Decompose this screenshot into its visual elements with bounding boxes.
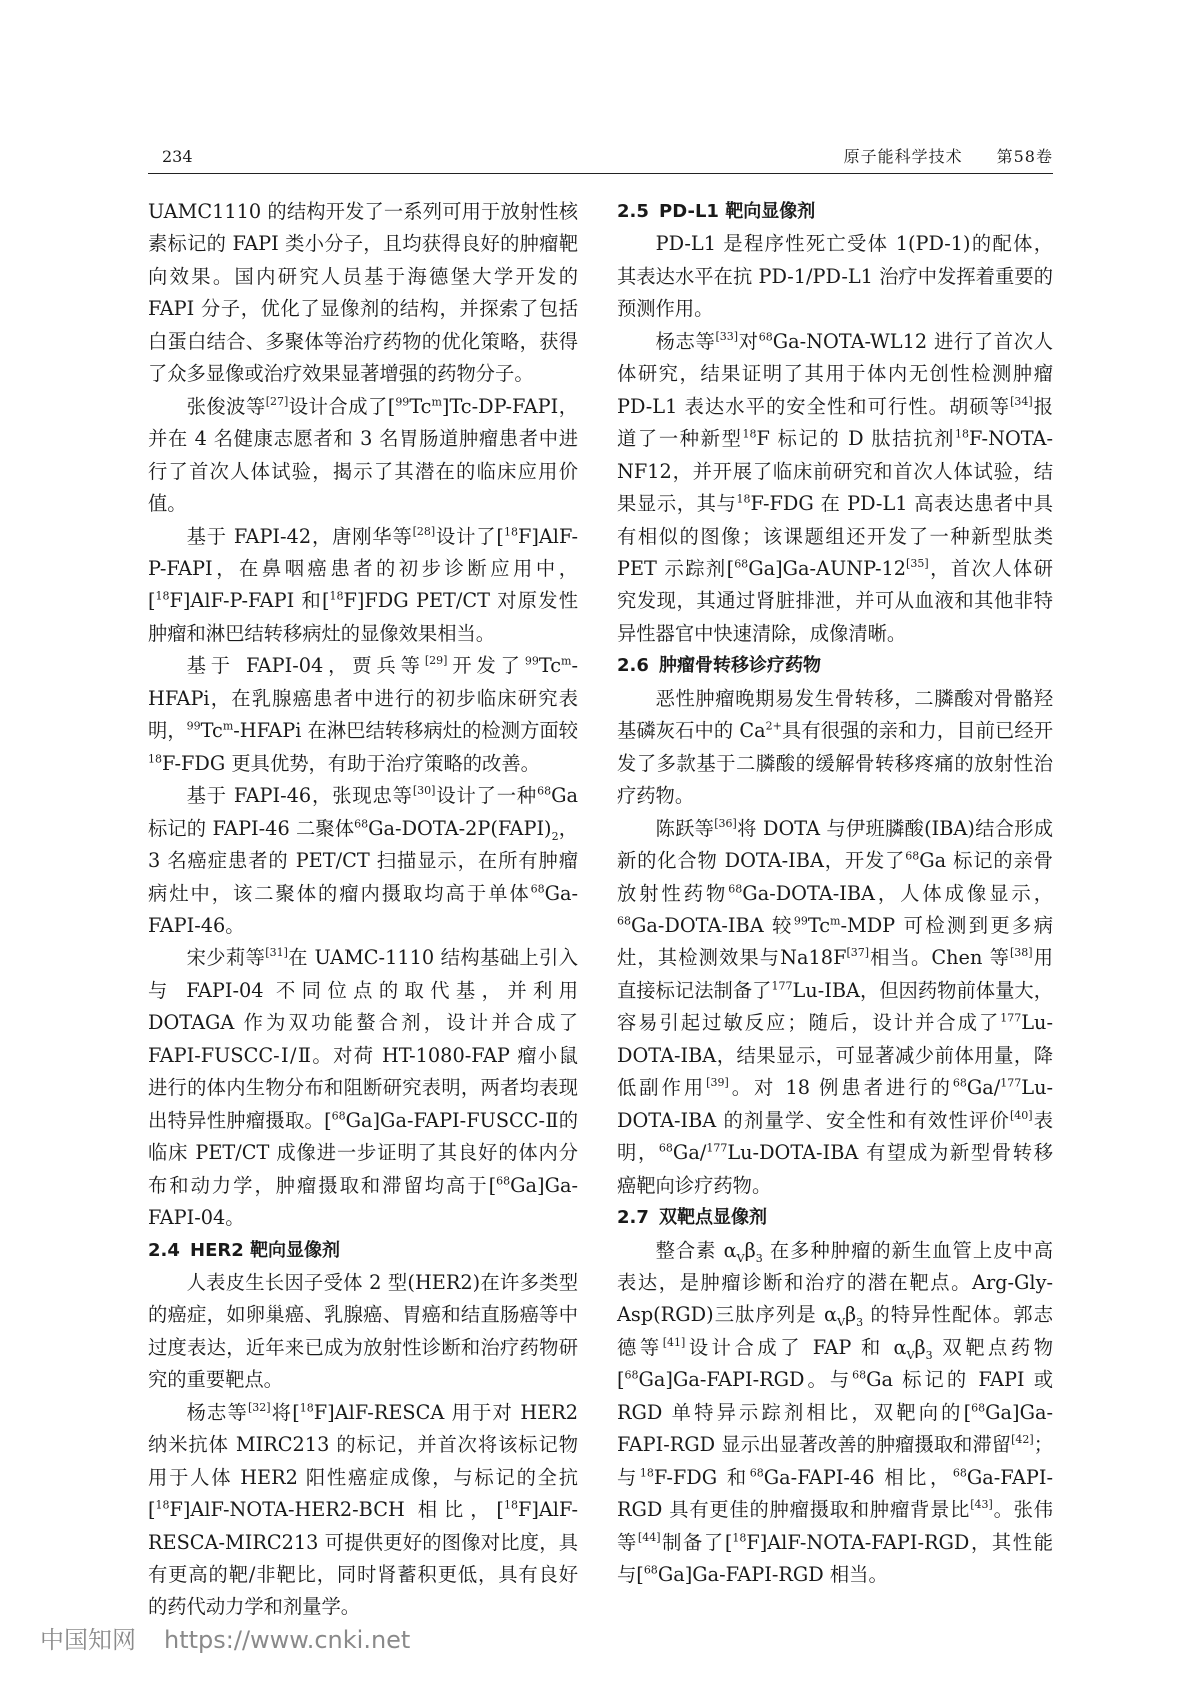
paragraph: 杨志等[33]对$^{68}$Ga-NOTA-WL12 进行了首次人体研究，结果证明了其用于体内无创性检测肿瘤 PD-L1 表达水平的安全性和可行性。胡硕等[34]报道了一种新型$^{18}$F 标记的 D 肽拮抗剂$^{18}$F-NOTA-NF12，并开展了临床前研究和首次人体试验，结果显示，其与$^{18}$F-FDG 在 PD-L1 高表达患者中具有相似的图像；该课题组还开发了一种新型肽类 PET 示踪剂[$^{68}$Ga]Ga-AUNP-12[35]，首次人体研究发现，其通过肾脏排泄，并可从血液和其他非特异性器官中快速清除，成像清晰。 (617, 329, 1054, 645)
paragraph: 恶性肿瘤晚期易发生骨转移，二膦酸对骨骼羟基磷灰石中的 $Ca^{2+}$具有很强的亲和力，目前已经开发了多款基于二膦酸的缓解骨转移疼痛的放射性治疗药物。 (617, 686, 1053, 808)
paragraph: 基于 FAPI-04，贾兵等[29]开发了$^{99}$Tc$^m$-HFAPi，在乳腺癌患者中进行的初步临床研究表明，$^{99}$Tc$^m$-HFAPi 在淋巴结转移病灶的检测方面较$^{18}$F-FDG 更具优势，有助于治疗策略的改善。 (148, 654, 579, 775)
paragraph: PD-L1 是程序性死亡受体 1(PD-1)的配体，其表达水平在抗 PD-1/PD-L1 治疗中发挥着重要的预测作用。 (617, 232, 1053, 321)
section-title: HER2 靶向显像剂 (190, 1239, 341, 1261)
paragraph: 基于 FAPI-46，张现忠等[30]设计了一种$^{68}$Ga 标记的 FAPI-46 二聚体$^{68}Ga-DOTA-2P(FAPI)_2$，3 名癌症患者的 PET/CT 扫描显示，在所有肿瘤病灶中，该二聚体的瘤内摄取均高于单体$^{68}$Ga-FAPI-46。 (148, 784, 578, 937)
cnki-brand: 中国知网 (40, 1626, 136, 1654)
section-title: PD-L1 靶向显像剂 (659, 201, 816, 222)
journal-info (810, 142, 1053, 172)
section-heading-2-6 (617, 650, 1053, 682)
section-heading-2-7 (617, 1202, 1053, 1234)
right-column (617, 196, 1053, 1591)
section-number: 2.6 (617, 655, 649, 677)
watermark-footer (40, 1620, 410, 1655)
section-title: 双靶点显像剂 (659, 1207, 767, 1229)
section-heading-2-5 (617, 196, 1053, 228)
paragraph: 杨志等[32]将[$^{18}$F]AlF-RESCA 用于对 HER2 纳米抗体 MIRC213 的标记，并首次将该标记物用于人体 HER2 阳性癌症成像，与标记的全抗[$^{18}$F]AlF-NOTA-HER2-BCH 相比，[$^{18}$F]AlF-RESCA-MIRC213 可提供更好的图像对比度，具有更高的靶/非靶比，同时肾蓄积更低，具有良好的药代动力学和剂量学。 (148, 1400, 578, 1619)
section-title: 肿瘤骨转移诊疗药物 (659, 655, 821, 677)
page-number: 234 (162, 147, 193, 166)
paragraph: 人表皮生长因子受体 2 型(HER2)在许多类型的癌症，如卵巢癌、乳腺癌、胃癌和结直肠癌等中过度表达，近年来已成为放射性诊断和治疗药物研究的重要靶点。 (148, 1270, 578, 1392)
header-rule (148, 173, 1053, 174)
section-number: 2.4 (148, 1239, 180, 1261)
cnki-url: https://www.cnki.net (164, 1626, 411, 1654)
running-header (148, 142, 1053, 172)
journal-name: 原子能科学技术 (843, 147, 963, 166)
paragraph: 张俊波等[27]设计合成了[$^{99}$Tc$^m$]Tc-DP-FAPI，并在 4 名健康志愿者和 3 名胃肠道肿瘤患者中进行了首次人体试验，揭示了其潜在的临床应用价值。 (148, 394, 579, 516)
section-heading-2-4 (148, 1235, 578, 1267)
left-column (148, 196, 578, 1624)
paragraph: 宋少莉等[31]在 UAMC-1110 结构基础上引入与 FAPI-04 不同位点的取代基，并利用 DOTAGA 作为双功能螯合剂，设计并合成了 FAPI-FUSCC-Ⅰ/Ⅱ。对荷 HT-1080-FAP 瘤小鼠进行的体内生物分布和阻断研究表明，两者均表现出特异性肿瘤摄取。[$^{68}$Ga]Ga-FAPI-FUSCC-Ⅱ的临床 PET/CT 成像进一步证明了其良好的体内分布和动力学，肿瘤摄取和滞留均高于[$^{68}$Ga]Ga-FAPI-04。 (148, 946, 579, 1230)
paragraph: 陈跃等[36]将 DOTA 与伊班膦酸(IBA)结合形成新的化合物 DOTA-IBA，开发了$^{68}$Ga 标记的亲骨放射性药物$^{68}$Ga-DOTA-IBA，人体成像显示，$^{68}$Ga-DOTA-IBA 较$^{99}$Tc$^m$-MDP 可检测到更多病灶，其检测效果与Na18F[37]相当。Chen 等[38]用直接标记法制备了$^{177}$Lu-IBA，但因药物前体量大，容易引起过敏反应；随后，设计并合成了$^{177}$Lu-DOTA-IBA，结果显示，可显著减少前体用量，降低副作用[39]。对 18 例患者进行的$^{68}$Ga/$^{177}$Lu-DOTA-IBA 的剂量学、安全性和有效性评价[40]表明，$^{68}$Ga/$^{177}$Lu-DOTA-IBA 有望成为新型骨转移癌靶向诊疗药物。 (617, 816, 1054, 1197)
paragraph: 基于 FAPI-42，唐刚华等[28]设计了[$^{18}$F]AlF-P-FAPI，在鼻咽癌患者的初步诊断应用中，[$^{18}$F]AlF-P-FAPI 和[$^{18}$F]FDG PET/CT 对原发性肿瘤和淋巴结转移病灶的显像效果相当。 (148, 524, 578, 645)
section-number: 2.5 (617, 201, 649, 222)
section-number: 2.7 (617, 1207, 649, 1229)
paragraph: UAMC1110 的结构开发了一系列可用于放射性核素标记的 FAPI 类小分子，且均获得良好的肿瘤靶向效果。国内研究人员基于海德堡大学开发的 FAPI 分子，优化了显像剂的结构，并探索了包括白蛋白结合、多聚体等治疗药物的优化策略，获得了众多显像或治疗效果显著增强的药物分子。 (148, 200, 578, 386)
paragraph: 整合素 $\alpha_V\beta_3$ 在多种肿瘤的新生血管上皮中高表达，是肿瘤诊断和治疗的潜在靶点。Arg-Gly-Asp(RGD)三肽序列是 $\alpha_V\beta_3$ 的特异性配体。郭志德等[41]设计合成了 FAP 和 $\alpha_V\beta_3$ 双靶点药物[$^{68}$Ga]Ga-FAPI-RGD。与$^{68}$Ga 标记的 FAPI 或 RGD 单特异示踪剂相比，双靶向的[$^{68}$Ga]Ga-FAPI-RGD 显示出显著改善的肿瘤摄取和滞留[42]；与$^{18}$F-FDG 和$^{68}$Ga-FAPI-46 相比，$^{68}$Ga-FAPI-RGD 具有更佳的肿瘤摄取和肿瘤背景比[43]。张伟等[44]制备了[$^{18}$F]AlF-NOTA-FAPI-RGD，其性能与[$^{68}$Ga]Ga-FAPI-RGD 相当。 (617, 1238, 1054, 1587)
volume: 第58卷 (996, 147, 1053, 166)
